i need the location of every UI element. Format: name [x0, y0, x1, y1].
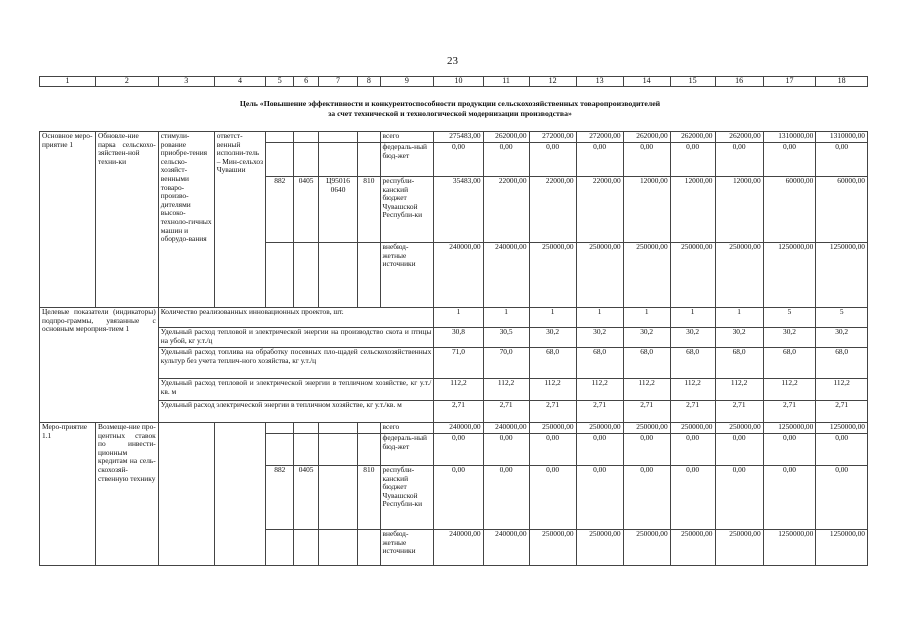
- value-cell: 1250000,00: [816, 243, 868, 308]
- indicator-row: [40, 308, 868, 328]
- value-cell: 0,00: [529, 143, 576, 177]
- empty-cell: [294, 530, 319, 566]
- value-cell: 60000,00: [763, 177, 816, 243]
- value-cell: 240000,00: [434, 530, 483, 566]
- source-label: республи-канский бюджет Чувашской Республи-ки: [380, 177, 434, 243]
- indicators-label: Целевые показатели (индикаторы) подпро-граммы, увязанные с основным мероприя-тием 1: [40, 308, 159, 423]
- header-cell: 2: [96, 77, 159, 87]
- source-label: федераль-ный бюд-жет: [380, 434, 434, 466]
- value-cell: 262000,00: [623, 132, 670, 143]
- value-cell: 262000,00: [670, 132, 715, 143]
- rzpr-code: 0405: [294, 177, 319, 243]
- value-cell: 0,00: [623, 434, 670, 466]
- vr-code: 810: [358, 177, 380, 243]
- value-cell: 0,00: [483, 434, 529, 466]
- value-cell: 1250000,00: [816, 530, 868, 566]
- value-cell: 2,71: [715, 401, 763, 423]
- source-label: федераль-ный бюд-жет: [380, 143, 434, 177]
- value-cell: 262000,00: [483, 132, 529, 143]
- empty-cell: [318, 132, 357, 143]
- grbs-code: 882: [266, 466, 294, 530]
- empty-cell: [266, 132, 294, 143]
- vr-code: 810: [358, 466, 380, 530]
- empty-cell: [358, 243, 380, 308]
- empty-cell: [318, 243, 357, 308]
- event11-name: Меро-приятие 1.1: [40, 423, 96, 566]
- value-cell: 2,71: [670, 401, 715, 423]
- value-cell: 0,00: [623, 466, 670, 530]
- value-cell: 0,00: [670, 434, 715, 466]
- value-cell: 1250000,00: [763, 530, 816, 566]
- empty-cell: [358, 530, 380, 566]
- value-cell: 1250000,00: [763, 243, 816, 308]
- source-label: республи-канский бюджет Чувашской Республи-ки: [380, 466, 434, 530]
- program-table: [39, 131, 868, 566]
- indicator-name: Удельный расход топлива на обработку посевных пло-щадей сельскохозяйственных культур без учета теплич-ного хозяйства, кг у.т./ц: [158, 348, 434, 379]
- value-cell: 2,71: [576, 401, 623, 423]
- empty-cell: [318, 434, 357, 466]
- value-cell: 30,5: [483, 328, 529, 348]
- value-cell: 2,71: [816, 401, 868, 423]
- value-cell: 250000,00: [576, 530, 623, 566]
- value-cell: 30,2: [670, 328, 715, 348]
- value-cell: 1: [576, 308, 623, 328]
- empty-cell: [266, 143, 294, 177]
- value-cell: 250000,00: [529, 423, 576, 434]
- value-cell: 250000,00: [715, 243, 763, 308]
- value-cell: 35483,00: [434, 177, 483, 243]
- event1-name: Основное меро-приятие 1: [40, 132, 96, 308]
- empty-cell: [318, 530, 357, 566]
- csr-code: Ц95016 0640: [318, 177, 357, 243]
- value-cell: 0,00: [576, 434, 623, 466]
- value-cell: 0,00: [434, 143, 483, 177]
- source-label: внебюд-жетные источники: [380, 530, 434, 566]
- empty-cell: [294, 434, 319, 466]
- empty-cell: [266, 423, 294, 434]
- empty-cell: [318, 423, 357, 434]
- value-cell: 0,00: [483, 143, 529, 177]
- value-cell: 1: [623, 308, 670, 328]
- empty-cell: [294, 423, 319, 434]
- source-label: внебюд-жетные источники: [380, 243, 434, 308]
- value-cell: 112,2: [670, 379, 715, 401]
- indicator-row: [40, 379, 868, 401]
- header-cell: 11: [483, 77, 529, 87]
- header-cell: 4: [214, 77, 266, 87]
- value-cell: 1310000,00: [763, 132, 816, 143]
- value-cell: 12000,00: [670, 177, 715, 243]
- indicator-row: [40, 401, 868, 423]
- goal-heading: [150, 99, 750, 119]
- value-cell: 250000,00: [529, 530, 576, 566]
- empty-cell: [214, 423, 266, 566]
- value-cell: 272000,00: [576, 132, 623, 143]
- value-cell: 70,0: [483, 348, 529, 379]
- value-cell: 0,00: [816, 466, 868, 530]
- value-cell: 68,0: [623, 348, 670, 379]
- header-cell: 14: [623, 77, 670, 87]
- value-cell: 0,00: [483, 466, 529, 530]
- indicator-row: [40, 348, 868, 379]
- value-cell: 250000,00: [529, 243, 576, 308]
- event1-executor: ответст-венный исполни-тель – Мин-сельхоз Чувашии: [214, 132, 266, 308]
- value-cell: 272000,00: [529, 132, 576, 143]
- value-cell: 1: [715, 308, 763, 328]
- value-cell: 1: [670, 308, 715, 328]
- header-cell: 9: [380, 77, 434, 87]
- value-cell: 30,2: [623, 328, 670, 348]
- header-cell: 13: [576, 77, 623, 87]
- event1-title: Обновле-ние парка сельскохо-зяйствен-ной техни-ки: [96, 132, 159, 308]
- header-cell: 16: [715, 77, 763, 87]
- value-cell: 22000,00: [576, 177, 623, 243]
- value-cell: 250000,00: [623, 423, 670, 434]
- value-cell: 0,00: [715, 434, 763, 466]
- indicator-name: Удельный расход тепловой и электрической энергии в тепличном хозяйстве, кг у.т./кв. м: [158, 379, 434, 401]
- header-cell: 12: [529, 77, 576, 87]
- event1-row-total: [40, 132, 868, 143]
- value-cell: 250000,00: [715, 423, 763, 434]
- header-cell: 7: [318, 77, 357, 87]
- value-cell: 240000,00: [483, 243, 529, 308]
- value-cell: 1250000,00: [816, 423, 868, 434]
- value-cell: 0,00: [715, 143, 763, 177]
- value-cell: 240000,00: [434, 423, 483, 434]
- event11-title: Возмеще-ние про-центных ставок по инвести-ционным кредитам на сель-скохозяй-ственную технику: [96, 423, 159, 566]
- value-cell: 2,71: [763, 401, 816, 423]
- value-cell: 240000,00: [483, 530, 529, 566]
- indicator-name: Удельный расход электрической энергии в тепличном хозяйстве, кг у.т./кв. м: [158, 401, 434, 423]
- value-cell: 2,71: [623, 401, 670, 423]
- header-cell: 6: [294, 77, 319, 87]
- value-cell: 68,0: [529, 348, 576, 379]
- empty-cell: [294, 132, 319, 143]
- header-cell: 8: [358, 77, 380, 87]
- header-cell: 3: [158, 77, 214, 87]
- header-row: [40, 77, 868, 87]
- value-cell: 1: [483, 308, 529, 328]
- empty-cell: [318, 143, 357, 177]
- value-cell: 250000,00: [670, 423, 715, 434]
- value-cell: 30,8: [434, 328, 483, 348]
- value-cell: 68,0: [763, 348, 816, 379]
- header-cell: 5: [266, 77, 294, 87]
- value-cell: 0,00: [816, 143, 868, 177]
- value-cell: 250000,00: [623, 243, 670, 308]
- empty-cell: [294, 143, 319, 177]
- indicator-row: [40, 328, 868, 348]
- header-cell: 10: [434, 77, 483, 87]
- header-cell: 1: [40, 77, 96, 87]
- value-cell: 112,2: [434, 379, 483, 401]
- value-cell: 60000,00: [816, 177, 868, 243]
- value-cell: 240000,00: [434, 243, 483, 308]
- value-cell: 112,2: [576, 379, 623, 401]
- value-cell: 250000,00: [576, 423, 623, 434]
- value-cell: 2,71: [529, 401, 576, 423]
- value-cell: 0,00: [529, 434, 576, 466]
- value-cell: 30,2: [763, 328, 816, 348]
- page-number: 23: [447, 55, 458, 67]
- value-cell: 5: [816, 308, 868, 328]
- value-cell: 12000,00: [715, 177, 763, 243]
- empty-cell: [358, 434, 380, 466]
- value-cell: 1: [529, 308, 576, 328]
- goal-title-line1: Цель «Повышение эффективности и конкурентоспособности продукции сельскохозяйственных товаропроизводителей: [239, 99, 661, 108]
- value-cell: 240000,00: [483, 423, 529, 434]
- value-cell: 0,00: [434, 466, 483, 530]
- event11-row-total: [40, 423, 868, 434]
- value-cell: 0,00: [715, 466, 763, 530]
- value-cell: 22000,00: [483, 177, 529, 243]
- value-cell: 112,2: [483, 379, 529, 401]
- value-cell: 250000,00: [623, 530, 670, 566]
- value-cell: 0,00: [763, 434, 816, 466]
- source-label: всего: [380, 423, 434, 434]
- value-cell: 0,00: [434, 434, 483, 466]
- empty-cell: [266, 434, 294, 466]
- header-cell: 15: [670, 77, 715, 87]
- column-number-header: [39, 76, 868, 87]
- header-cell: 18: [816, 77, 868, 87]
- empty-cell: [266, 243, 294, 308]
- value-cell: 68,0: [715, 348, 763, 379]
- goal-title-line2: за счет технической и технологической модернизации производства»: [328, 109, 572, 118]
- empty-cell: [266, 530, 294, 566]
- value-cell: 0,00: [763, 466, 816, 530]
- value-cell: 0,00: [763, 143, 816, 177]
- value-cell: 250000,00: [670, 243, 715, 308]
- value-cell: 2,71: [434, 401, 483, 423]
- value-cell: 250000,00: [715, 530, 763, 566]
- value-cell: 262000,00: [715, 132, 763, 143]
- value-cell: 250000,00: [670, 530, 715, 566]
- value-cell: 1: [434, 308, 483, 328]
- value-cell: 68,0: [576, 348, 623, 379]
- value-cell: 68,0: [670, 348, 715, 379]
- value-cell: 0,00: [816, 434, 868, 466]
- value-cell: 68,0: [816, 348, 868, 379]
- value-cell: 0,00: [576, 143, 623, 177]
- value-cell: 112,2: [623, 379, 670, 401]
- value-cell: 0,00: [576, 466, 623, 530]
- empty-cell: [358, 143, 380, 177]
- indicator-name: Количество реализованных инновационных проектов, шт.: [158, 308, 434, 328]
- empty-cell: [318, 466, 357, 530]
- empty-cell: [294, 243, 319, 308]
- value-cell: 30,2: [715, 328, 763, 348]
- event1-goal: стимули-рование приобре-тения сельско-хозяйст-венными товаро-произво-дителями высоко-техноло-гичных машин и оборудо-вания: [158, 132, 214, 308]
- value-cell: 2,71: [483, 401, 529, 423]
- value-cell: 1310000,00: [816, 132, 868, 143]
- value-cell: 30,2: [816, 328, 868, 348]
- value-cell: 0,00: [670, 143, 715, 177]
- grbs-code: 882: [266, 177, 294, 243]
- source-label: всего: [380, 132, 434, 143]
- indicator-name: Удельный расход тепловой и электрической энергии на производство скота и птицы на убой, кг у.т./ц: [158, 328, 434, 348]
- value-cell: 112,2: [715, 379, 763, 401]
- value-cell: 0,00: [623, 143, 670, 177]
- value-cell: 112,2: [816, 379, 868, 401]
- empty-cell: [158, 423, 214, 566]
- rzpr-code: 0405: [294, 466, 319, 530]
- header-cell: 17: [763, 77, 816, 87]
- value-cell: 12000,00: [623, 177, 670, 243]
- value-cell: 250000,00: [576, 243, 623, 308]
- value-cell: 5: [763, 308, 816, 328]
- empty-cell: [358, 132, 380, 143]
- value-cell: 71,0: [434, 348, 483, 379]
- value-cell: 112,2: [763, 379, 816, 401]
- value-cell: 22000,00: [529, 177, 576, 243]
- value-cell: 275483,00: [434, 132, 483, 143]
- value-cell: 0,00: [670, 466, 715, 530]
- value-cell: 0,00: [529, 466, 576, 530]
- value-cell: 30,2: [529, 328, 576, 348]
- value-cell: 112,2: [529, 379, 576, 401]
- value-cell: 1250000,00: [763, 423, 816, 434]
- empty-cell: [358, 423, 380, 434]
- value-cell: 30,2: [576, 328, 623, 348]
